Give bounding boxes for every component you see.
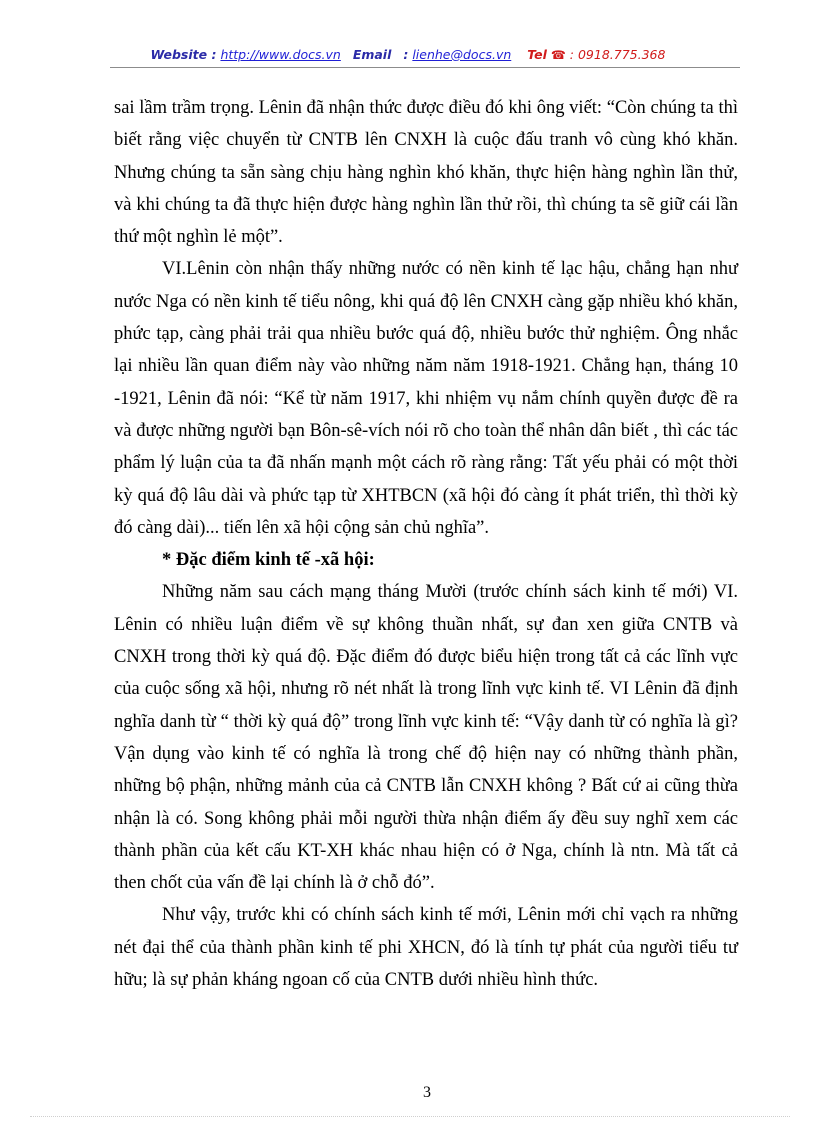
email-label: Email xyxy=(352,47,392,62)
document-body xyxy=(114,92,738,996)
website-link[interactable]: http://www.docs.vn xyxy=(220,47,341,62)
page-number: 3 xyxy=(423,1084,431,1101)
page-header xyxy=(0,47,816,62)
paragraph-4: Như vậy, trước khi có chính sách kinh tế mới, Lênin mới chỉ vạch ra những nét đại thể của thành phần kinh tế phi XHCN, đó là tính tự phát của người tiểu tư hữu; là sự phản kháng ngoan cố của CNTB dưới nhiều hình thức. xyxy=(114,905,738,991)
email-separator: : xyxy=(403,47,409,62)
page-bottom-border xyxy=(30,1116,790,1117)
paragraph-3: Những năm sau cách mạng tháng Mười (trước chính sách kinh tế mới) VI. Lênin có nhiều luận điểm về sự không thuần nhất, sự đan xen giữa CNTB và CNXH trong thời kỳ quá độ. Đặc điểm đó được biểu hiện trong tất cả các lĩnh vực của cuộc sống xã hội, nhưng rõ nét nhất là trong lĩnh vực kinh tế. VI Lênin đã định nghĩa danh từ “ thời kỳ quá độ” trong lĩnh vực kinh tế: “Vậy danh từ có nghĩa là gì? Vận dụng vào kinh tế có nghĩa là trong chế độ hiện nay có những thành phần, những bộ phận, những mảnh của cả CNTB lẫn CNXH không ? Bất cứ ai cũng thừa nhận là có. Song không phải mỗi người thừa nhận điểm ấy đều suy nghĩ xem các thành phần của kết cấu KT-XH khác nhau hiện có ở Nga, chính là ntn. Mà tất cả then chốt của vấn đề lại chính là ở chỗ đó”. xyxy=(114,582,738,894)
paragraph-2: VI.Lênin còn nhận thấy những nước có nền kinh tế lạc hậu, chẳng hạn như nước Nga có nền kinh tế tiểu nông, khi quá độ lên CNXH càng gặp nhiều khó khăn, phức tạp, càng phải trải qua nhiều bước quá độ, nhiều bước thử nghiệm. Ông nhắc lại nhiều lần quan điểm này vào những năm năm 1918-1921. Chẳng hạn, tháng 10 -1921, Lênin đã nói: “Kể từ năm 1917, khi nhiệm vụ nắm chính quyền được đề ra và được những người bạn Bôn-sê-vích nói rõ cho toàn thể nhân dân biết , thì các tác phẩm lý luận của ta đã nhấn mạnh một cách rõ ràng rằng: Tất yếu phải có một thời kỳ quá độ lâu dài và phức tạp từ XHTBCN (xã hội đó càng ít phát triển, thì thời kỳ đó càng dài)... tiến lên xã hội cộng sản chủ nghĩa”. xyxy=(114,259,738,538)
tel-label: Tel xyxy=(527,47,547,62)
tel-number: : 0918.775.368 xyxy=(569,47,666,62)
email-link[interactable]: lienhe@docs.vn xyxy=(412,47,512,62)
section-heading: * Đặc điểm kinh tế -xã hội: xyxy=(162,550,375,571)
website-label: Website : xyxy=(150,47,217,62)
phone-icon: ☎ xyxy=(550,48,566,62)
header-divider xyxy=(110,67,740,68)
paragraph-1: sai lầm trầm trọng. Lênin đã nhận thức được điều đó khi ông viết: “Còn chúng ta thì biết rằng việc chuyển từ CNTB lên CNXH là cuộc đấu tranh vô cùng khó khăn. Nhưng chúng ta sẵn sàng chịu hàng nghìn khó khăn, thực hiện hàng nghìn lần thử, và khi chúng ta đã thực hiện được hàng nghìn lần thử rồi, thì chúng ta sẽ giữ cái lần thứ một nghìn lẻ một”. xyxy=(114,98,738,248)
